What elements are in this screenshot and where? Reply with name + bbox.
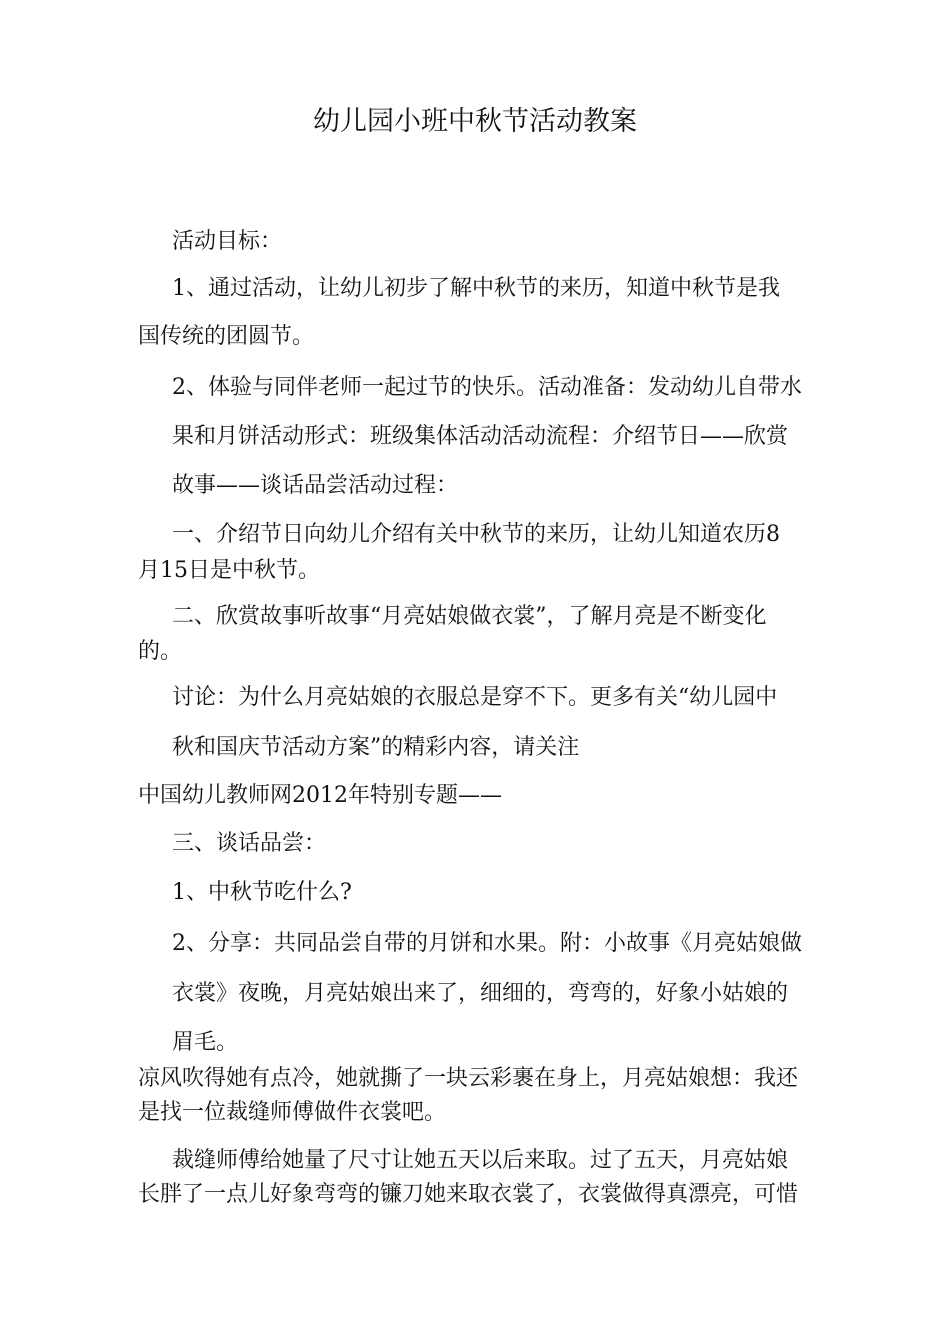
text-line: 2、体验与同伴老师一起过节的快乐。活动准备：发动幼儿自带水 [172, 375, 802, 400]
text-line: 长胖了一点儿好象弯弯的镰刀她来取衣裳了，衣裳做得真漂亮，可惜 [138, 1182, 799, 1207]
text-line: 月15日是中秋节。 [138, 558, 320, 583]
text-line: 衣裳》夜晚，月亮姑娘出来了，细细的，弯弯的，好象小姑娘的 [172, 981, 789, 1006]
text-line: 1、通过活动，让幼儿初步了解中秋节的来历，知道中秋节是我 [172, 276, 780, 301]
text-line: 是找一位裁缝师傅做件衣裳吧。 [138, 1100, 447, 1125]
text-line: 1、中秋节吃什么? [172, 880, 352, 905]
text-line: 国传统的团圆节。 [138, 324, 315, 349]
text-line: 三、谈话品尝： [172, 831, 327, 856]
text-line: 的。 [138, 639, 183, 664]
text-line: 中国幼儿教师网2012年特别专题—— [138, 783, 502, 808]
text-line: 凉风吹得她有点冷，她就撕了一块云彩裹在身上，月亮姑娘想：我还 [138, 1066, 799, 1091]
text-line: 二、欣赏故事听故事“月亮姑娘做衣裳”，了解月亮是不断变化 [172, 604, 767, 629]
text-line: 故事——谈话品尝活动过程： [172, 473, 459, 498]
text-line: 果和月饼活动形式：班级集体活动活动流程：介绍节日——欣赏 [172, 424, 789, 449]
text-line: 秋和国庆节活动方案”的精彩内容，请关注 [172, 735, 580, 760]
text-line: 活动目标： [172, 229, 283, 254]
document-title: 幼儿园小班中秋节活动教案 [313, 106, 637, 137]
text-line: 讨论：为什么月亮姑娘的衣服总是穿不下。更多有关“幼儿园中 [172, 685, 778, 710]
text-line: 裁缝师傅给她量了尺寸让她五天以后来取。过了五天，月亮姑娘 [172, 1148, 789, 1173]
text-line: 眉毛。 [172, 1030, 239, 1055]
text-line: 一、介绍节日向幼儿介绍有关中秋节的来历，让幼儿知道农历8 [172, 522, 780, 547]
text-line: 2、分享：共同品尝自带的月饼和水果。附：小故事《月亮姑娘做 [172, 931, 802, 956]
